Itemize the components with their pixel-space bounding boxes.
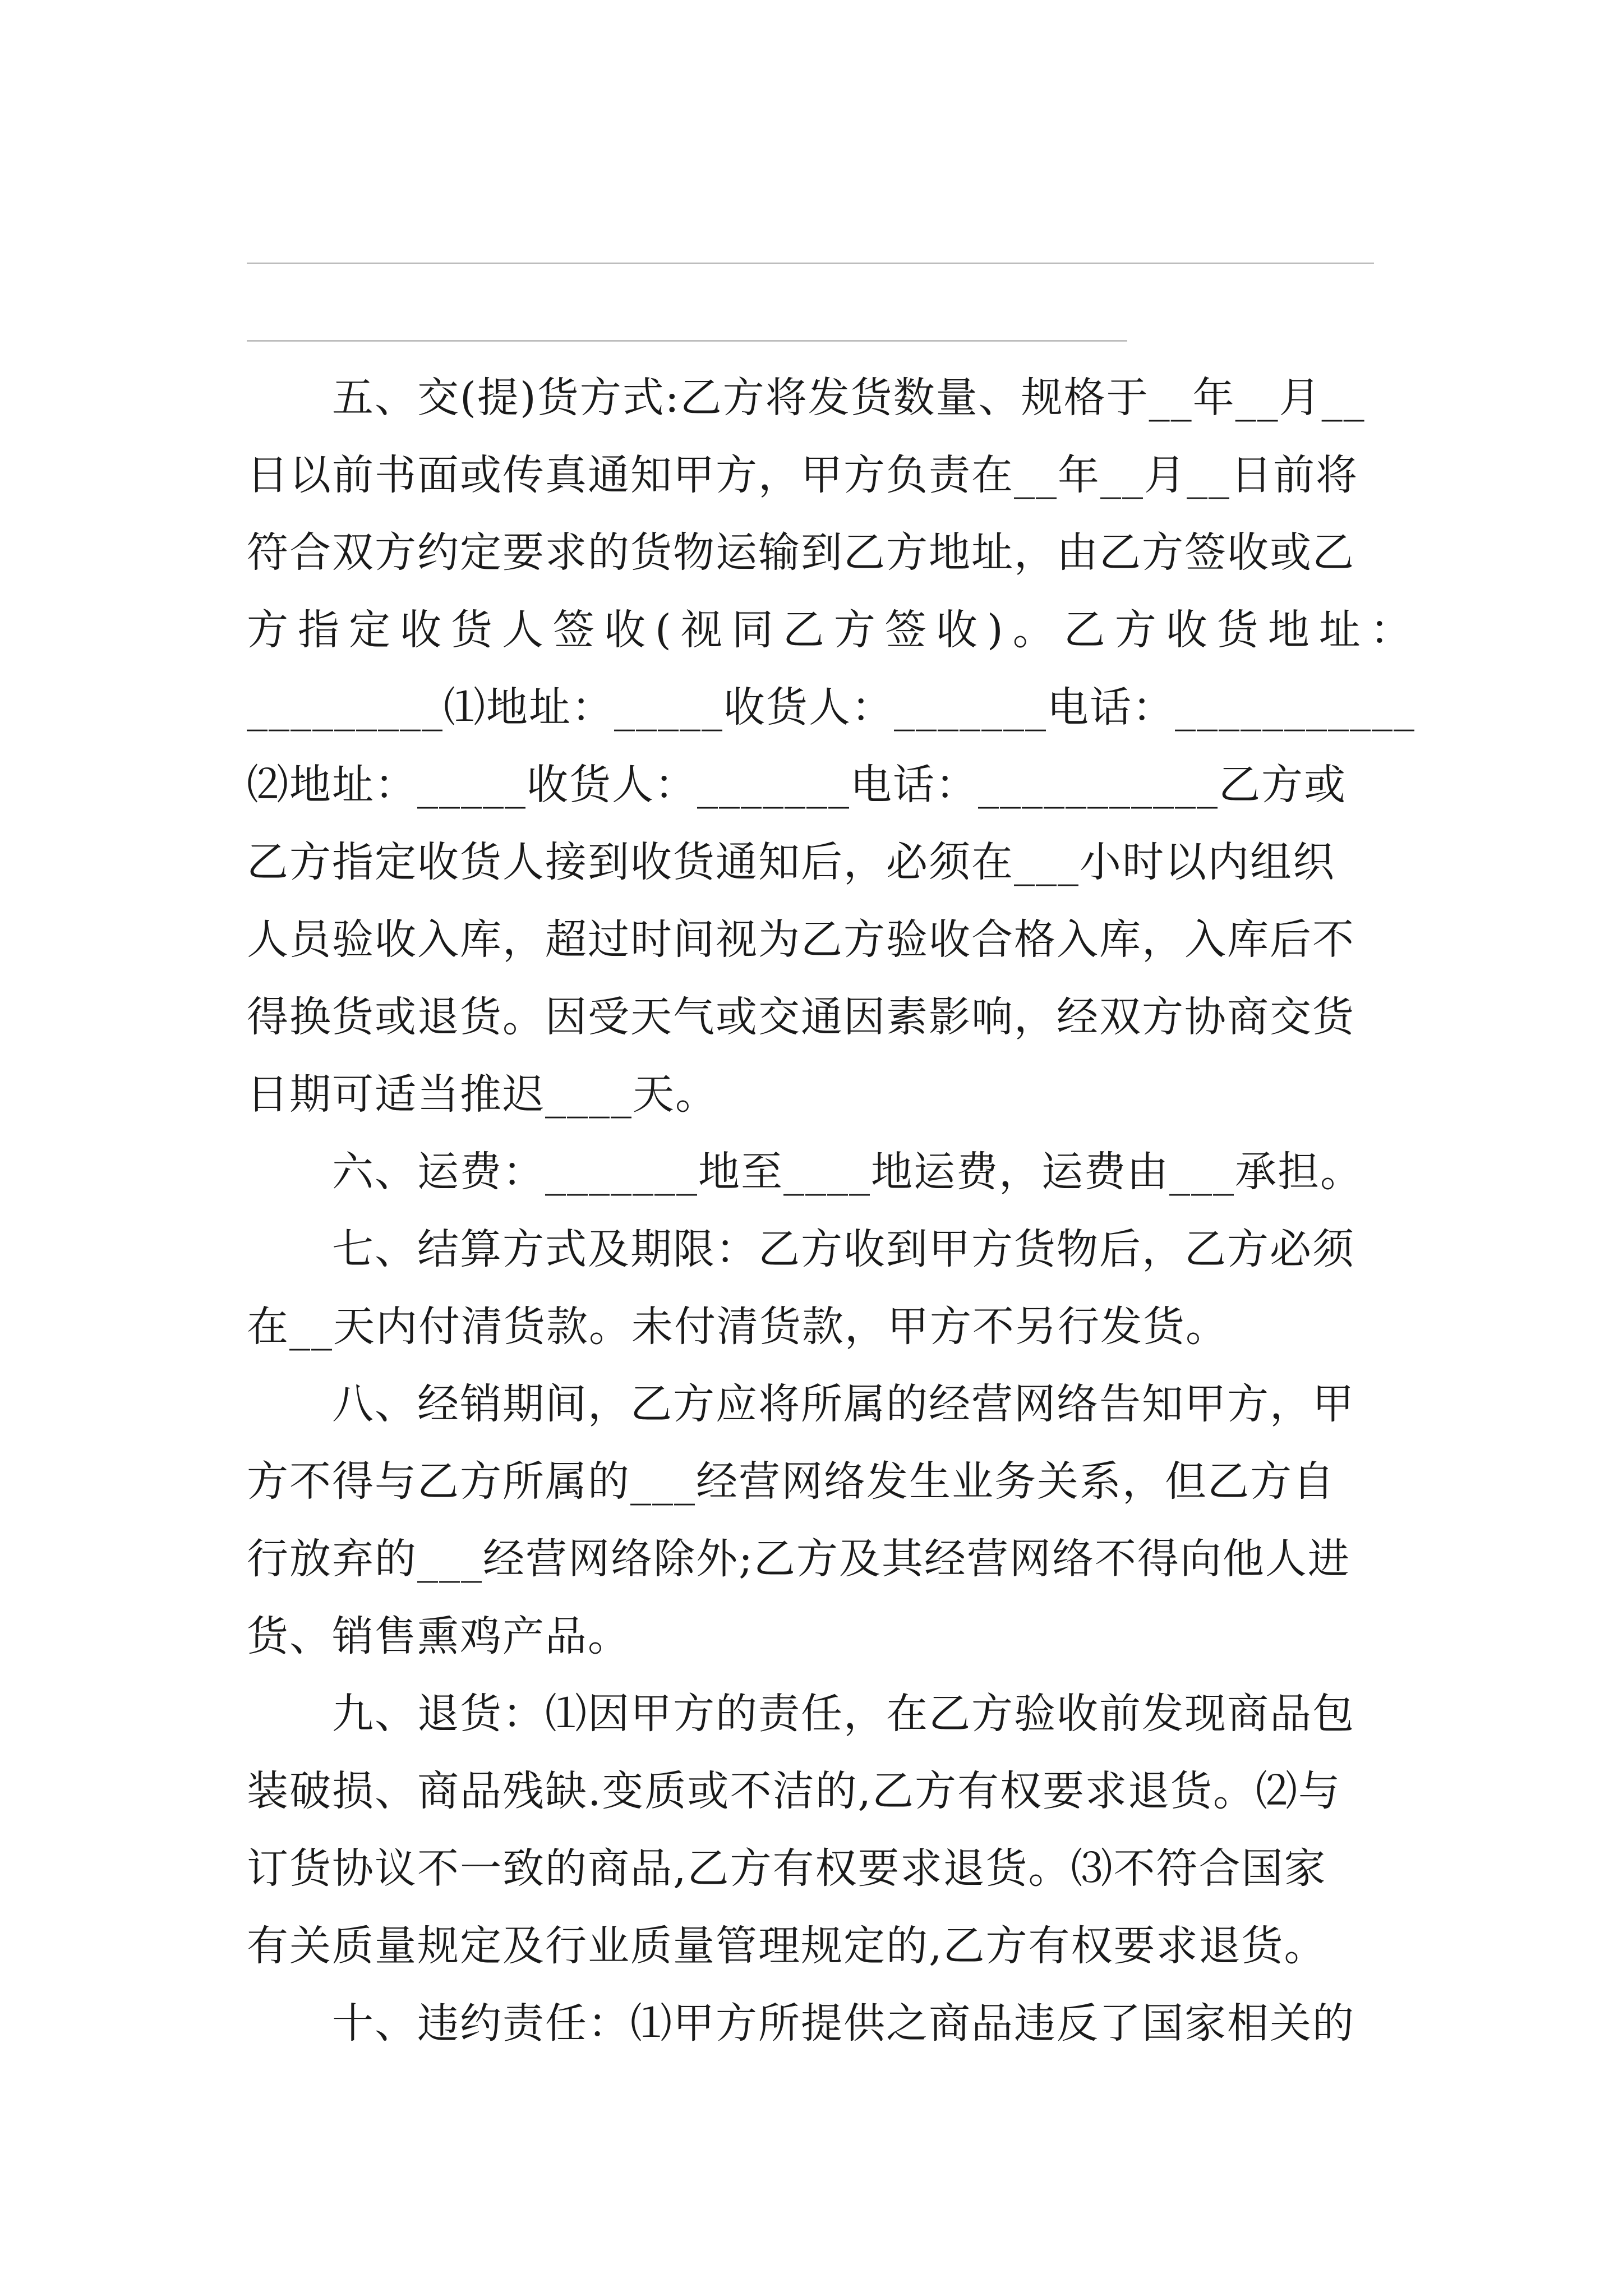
paragraph-line: _________⑴地址：_____收货人：_______电话：___________ — [247, 683, 1415, 731]
paragraph-line: 在__天内付清货款。未付清货款，甲方不另行发货。 — [247, 1303, 1228, 1351]
paragraph-line: 行放弃的___经营网络除外;乙方及其经营网络不得向他人进 — [247, 1535, 1350, 1583]
paragraph-line: 装破损、商品残缺.变质或不洁的,乙方有权要求退货。⑵与 — [247, 1767, 1341, 1815]
paragraph-line: 九、退货：⑴因甲方的责任，在乙方验收前发现商品包 — [332, 1690, 1355, 1738]
paragraph-line: 八、经销期间，乙方应将所属的经营网络告知甲方，甲 — [332, 1380, 1355, 1428]
paragraph-line: 七、结算方式及期限：乙方收到甲方货物后，乙方必须 — [332, 1225, 1355, 1273]
paragraph-line: 符合双方约定要求的货物运输到乙方地址，由乙方签收或乙 — [247, 528, 1355, 577]
paragraph-line: 日以前书面或传真通知甲方，甲方负责在__年__月__日前将 — [247, 451, 1358, 499]
paragraph-line: 日期可适当推迟____天。 — [247, 1070, 718, 1119]
paragraph-line: 人员验收入库，超过时间视为乙方验收合格入库，入库后不 — [247, 915, 1355, 964]
paragraph-line: 五、交(提)货方式:乙方将发货数量、规格于__年__月__ — [332, 374, 1366, 422]
paragraph-line: 货、销售熏鸡产品。 — [247, 1612, 630, 1660]
paragraph-line: 订货协议不一致的商品,乙方有权要求退货。⑶不符合国家 — [247, 1844, 1327, 1893]
paragraph-line: 六、运费：_______地至____地运费，运费由___承担。 — [332, 1148, 1363, 1196]
paragraph-line: 方不得与乙方所属的___经营网络发生业务关系，但乙方自 — [247, 1457, 1335, 1506]
paragraph-line: 方指定收货人签收(视同乙方签收)。乙方收货地址： — [247, 606, 1421, 654]
paragraph-line: ⑵地址：_____收货人：_______电话：___________乙方或 — [247, 761, 1347, 809]
paragraph-line: 有关质量规定及行业质量管理规定的,乙方有权要求退货。 — [247, 1922, 1327, 1970]
blank-fill-line — [247, 340, 1127, 342]
paragraph-line: 十、违约责任：⑴甲方所提供之商品违反了国家相关的 — [332, 1999, 1355, 2047]
paragraph-line: 乙方指定收货人接到收货通知后，必须在___小时以内组织 — [247, 838, 1335, 886]
blank-fill-line — [247, 263, 1374, 264]
paragraph-line: 得换货或退货。因受天气或交通因素影响，经双方协商交货 — [247, 993, 1355, 1041]
